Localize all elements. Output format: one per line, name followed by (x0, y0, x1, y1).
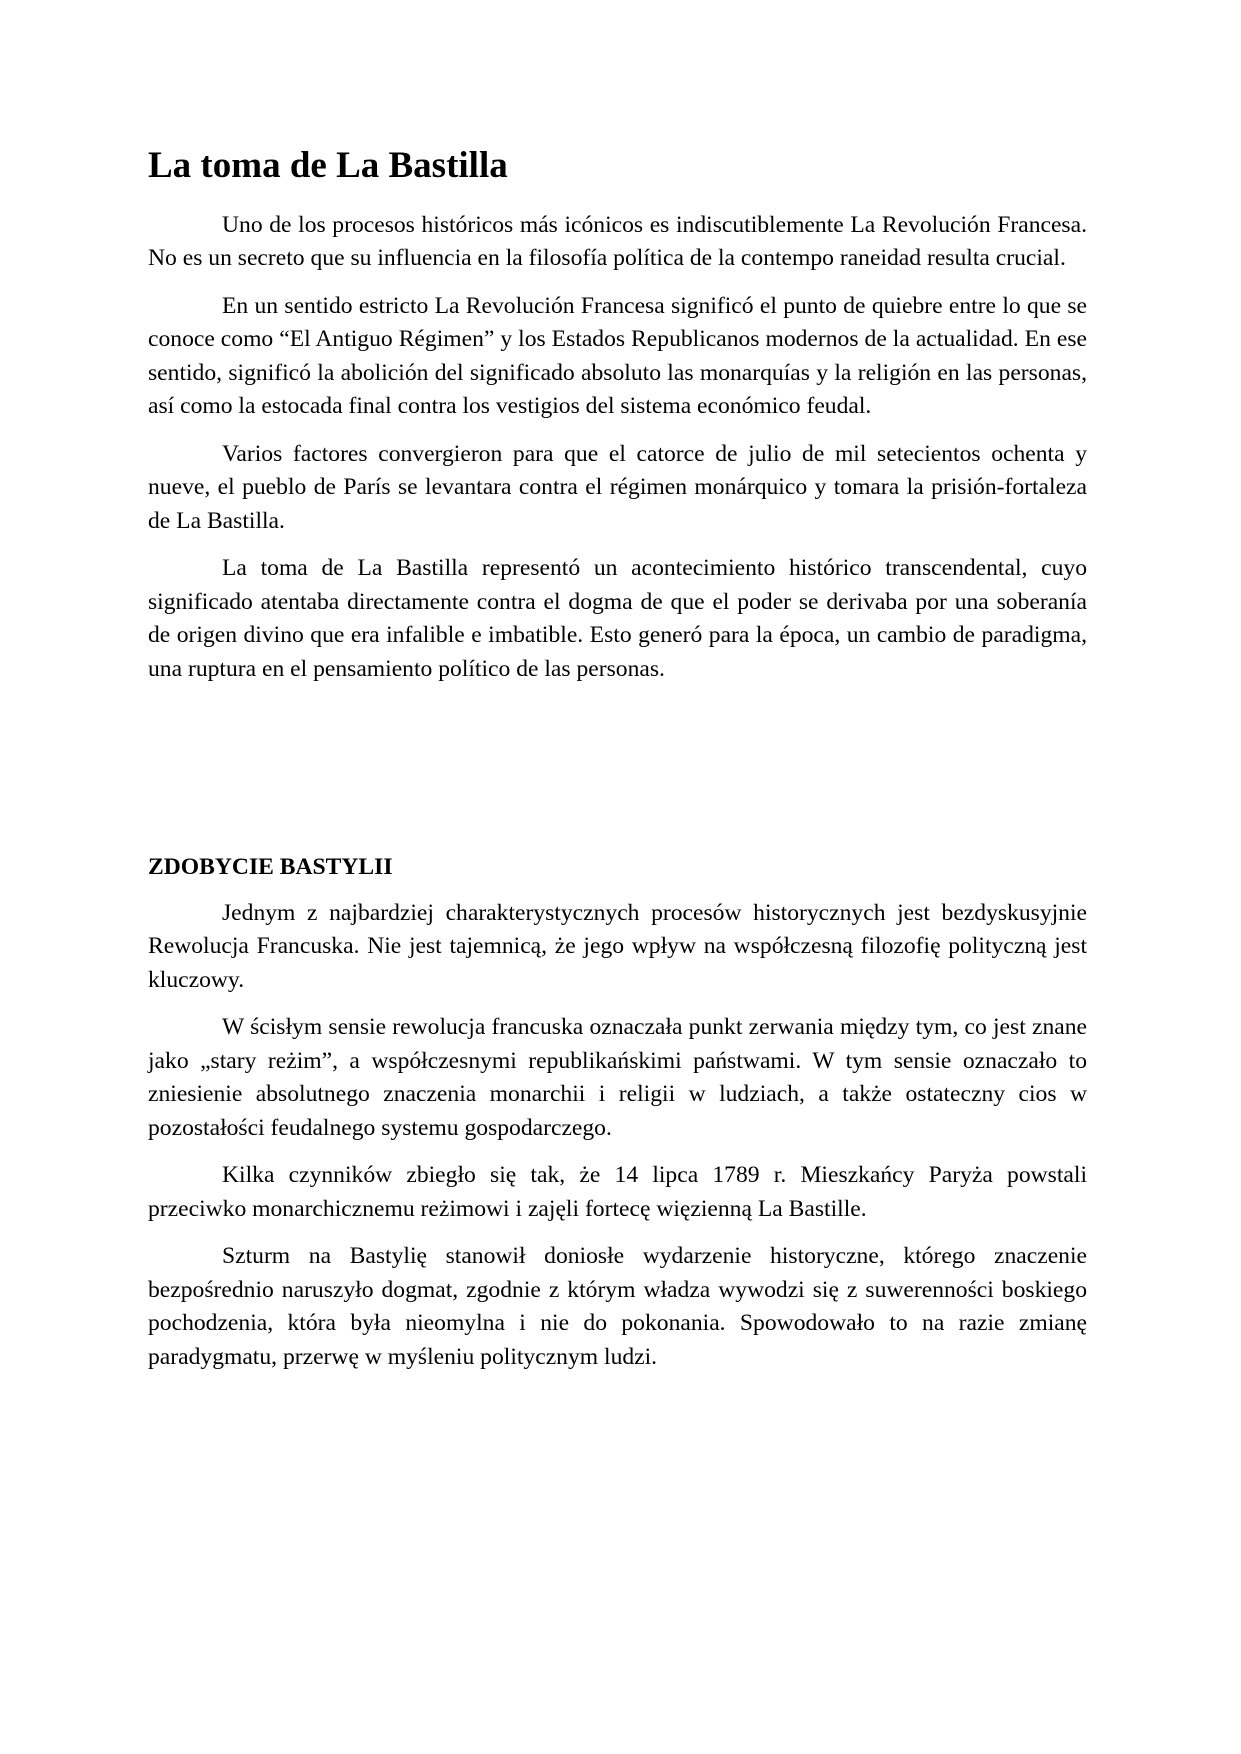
document-page (148, 146, 1087, 1388)
spanish-paragraph-1: Uno de los procesos históricos más icónicos es indiscutiblemente La Revolución Francesa. No es un secreto que su influencia en la filosofía política de la contempo raneidad resulta crucial. (148, 211, 1087, 272)
spanish-paragraph-4: La toma de La Bastilla representó un acontecimiento histórico transcendental, cuyo significado atentaba directamente contra el dogma de que el poder se derivaba por una soberanía de origen divino que era infalible e imbatible. Esto generó para la época, un cambio de paradigma, una ruptura en el pensamiento político de las personas. (148, 555, 1087, 682)
section-spacer (148, 700, 1087, 851)
spanish-paragraph-3: Varios factores convergieron para que el catorce de julio de mil setecientos ochenta y nueve, el pueblo de París se levantara contra el régimen monárquico y tomara la prisión-fortaleza de La Bastilla. (148, 440, 1087, 534)
polish-section (148, 851, 1087, 1374)
spanish-paragraph-2: En un sentido estricto La Revolución Francesa significó el punto de quiebre entre lo que se conoce como “El Antiguo Régimen” y los Estados Republicanos modernos de la actualidad. En ese sentido, significó la abolición del significado absoluto las monarquías y la religión en las personas, así como la estocada final contra los vestigios del sistema económico feudal. (148, 292, 1087, 420)
polish-paragraph-3: Kilka czynników zbiegło się tak, że 14 lipca 1789 r. Mieszkańcy Paryża powstali przeciwko monarchicznemu reżimowi i zajęli fortecę więzienną La Bastille. (148, 1162, 1087, 1222)
polish-title: ZDOBYCIE BASTYLII (148, 854, 393, 881)
spanish-section (148, 146, 1087, 686)
polish-paragraph-2: W ścisłym sensie rewolucja francuska oznaczała punkt zerwania między tym, co jest znane jako „stary reżim”, a współczesnymi republikańskimi państwami. W tym sensie oznaczało to zniesienie absolutnego znaczenia monarchii i religii w ludziach, a także ostateczny cios w pozostałości feudalnego systemu gospodarczego. (148, 1014, 1087, 1141)
spanish-title: La toma de La Bastilla (148, 145, 508, 186)
polish-paragraph-1: Jednym z najbardziej charakterystycznych procesów historycznych jest bezdyskusyjnie Rewolucja Francuska. Nie jest tajemnicą, że jego wpływ na współczesną filozofię polityczną jest kluczowy. (148, 899, 1087, 993)
polish-paragraph-4: Szturm na Bastylię stanowił doniosłe wydarzenie historyczne, którego znaczenie bezpośrednio naruszyło dogmat, zgodnie z którym władza wywodzi się z suwerenności boskiego pochodzenia, która była nieomylna i nie do pokonania. Spowodowało to na razie zmianę paradygmatu, przerwę w myśleniu politycznym ludzi. (148, 1243, 1087, 1370)
